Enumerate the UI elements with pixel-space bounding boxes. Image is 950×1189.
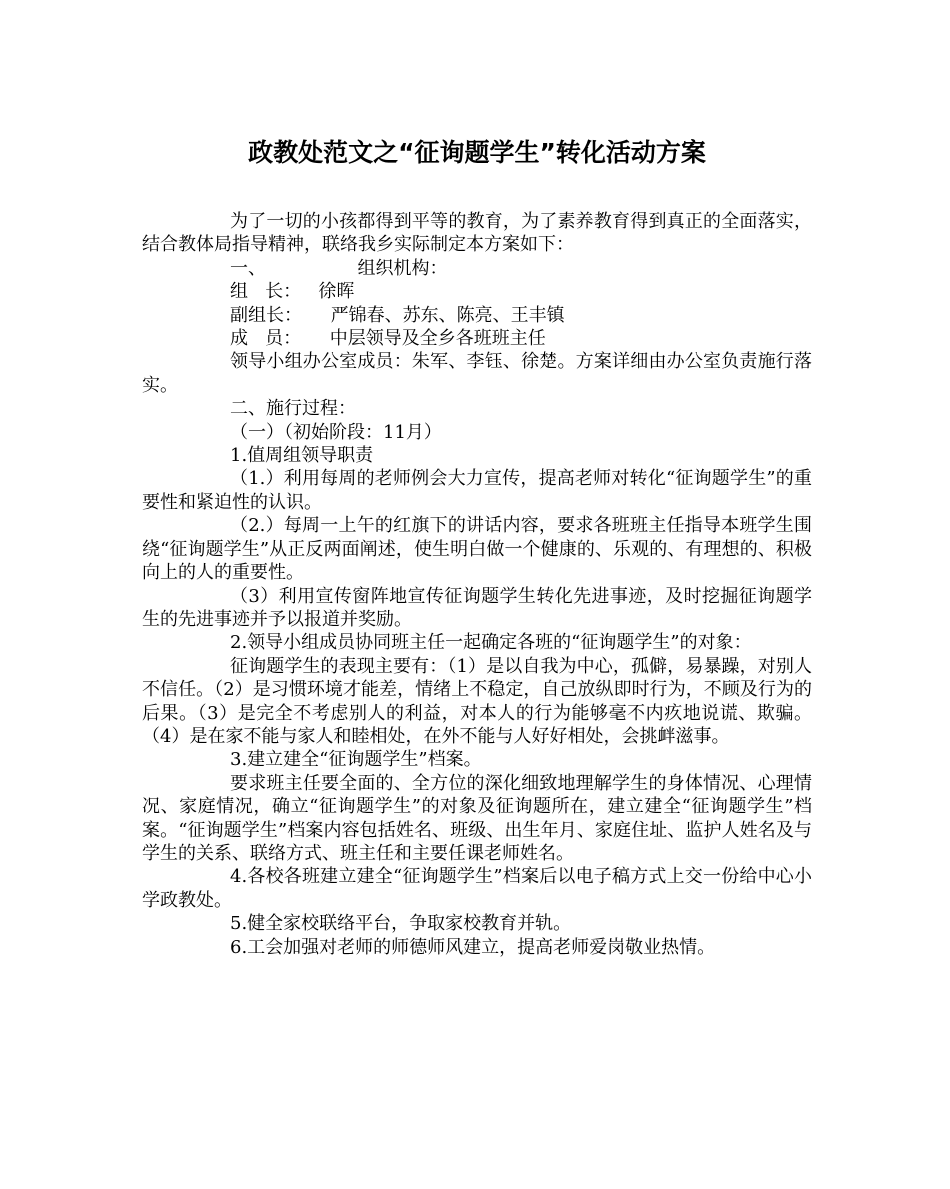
item-5: 5.健全家校联络平台，争取家校教育并轨。 [230,913,572,935]
office-members-paragraph: 领导小组办公室成员：朱军、李钰、徐楚。方案详细由办公室负责施行落实。 [142,351,812,396]
sub-item-2: （2.）每周一上午的红旗下的讲话内容，要求各班班主任指导本班学生围绕“征询题学生”从正反两面阐述，使生明白做一个健康的、乐观的、有理想的、积极向上的人的重要性。 [142,515,812,584]
document-body [142,210,812,959]
item-heading-2: 2.领导小组成员协同班主任一起确定各班的“征询题学生”的对象： [230,632,752,654]
item-heading-1: 1.值周组领导职责 [230,445,374,467]
group-leader-line: 组 长： 徐晖 [230,281,355,303]
members-line: 成 员： 中层领导及全乡各班班主任 [230,328,546,350]
sub-item-3: （3）利用宣传窗阵地宣传征询题学生转化先进事迹，及时挖掘征询题学生的先进事迹并予以报道并奖励。 [142,585,812,630]
item-heading-3: 3.建立建全“征询题学生”档案。 [230,749,482,771]
intro-paragraph: 为了一切的小孩都得到平等的教育，为了素养教育得到真正的全面落实，结合教体局指导精神，联络我乡实际制定本方案如下： [142,211,812,256]
stage-heading: （一）（初始阶段：11月） [230,421,442,443]
document-title: 政教处范文之“征询题学生”转化活动方案 [248,138,706,167]
deputy-leader-line: 副组长： 严锦春、苏东、陈亮、王丰镇 [230,304,565,326]
item-6: 6.工会加强对老师的师德师风建立，提高老师爱岗敬业热情。 [230,936,716,958]
section-heading-implementation: 二、施行过程： [230,398,356,420]
section-heading-organization: 一、 组织机构： [230,257,448,279]
sub-item-1: （1.）利用每周的老师例会大力宣传，提高老师对转化“征询题学生”的重要性和紧迫性的认识。 [142,468,812,513]
item-4: 4.各校各班建立建全“征询题学生”档案后以电子稿方式上交一份给中心小学政教处。 [142,866,812,911]
student-behavior-paragraph: 征询题学生的表现主要有：（1）是以自我为中心，孤僻，易暴躁，对别人不信任。（2）是习惯环境才能差，情绪上不稳定，自己放纵即时行为，不顾及行为的后果。（3）是完全不考虑别人的利益，对本人的行为能够毫不内疚地说谎、欺骗。（4）是在家不能与家人和睦相处，在外不能与人好好相处，会挑衅滋事。 [142,655,812,747]
archive-requirements-paragraph: 要求班主任要全面的、全方位的深化细致地理解学生的身体情况、心理情况、家庭情况，确立“征询题学生”的对象及征询题所在，建立建全“征询题学生”档案。“征询题学生”档案内容包括姓名、班级、出生年月、家庭住址、监护人姓名及与学生的关系、联络方式、班主任和主要任课老师姓名。 [142,772,812,864]
